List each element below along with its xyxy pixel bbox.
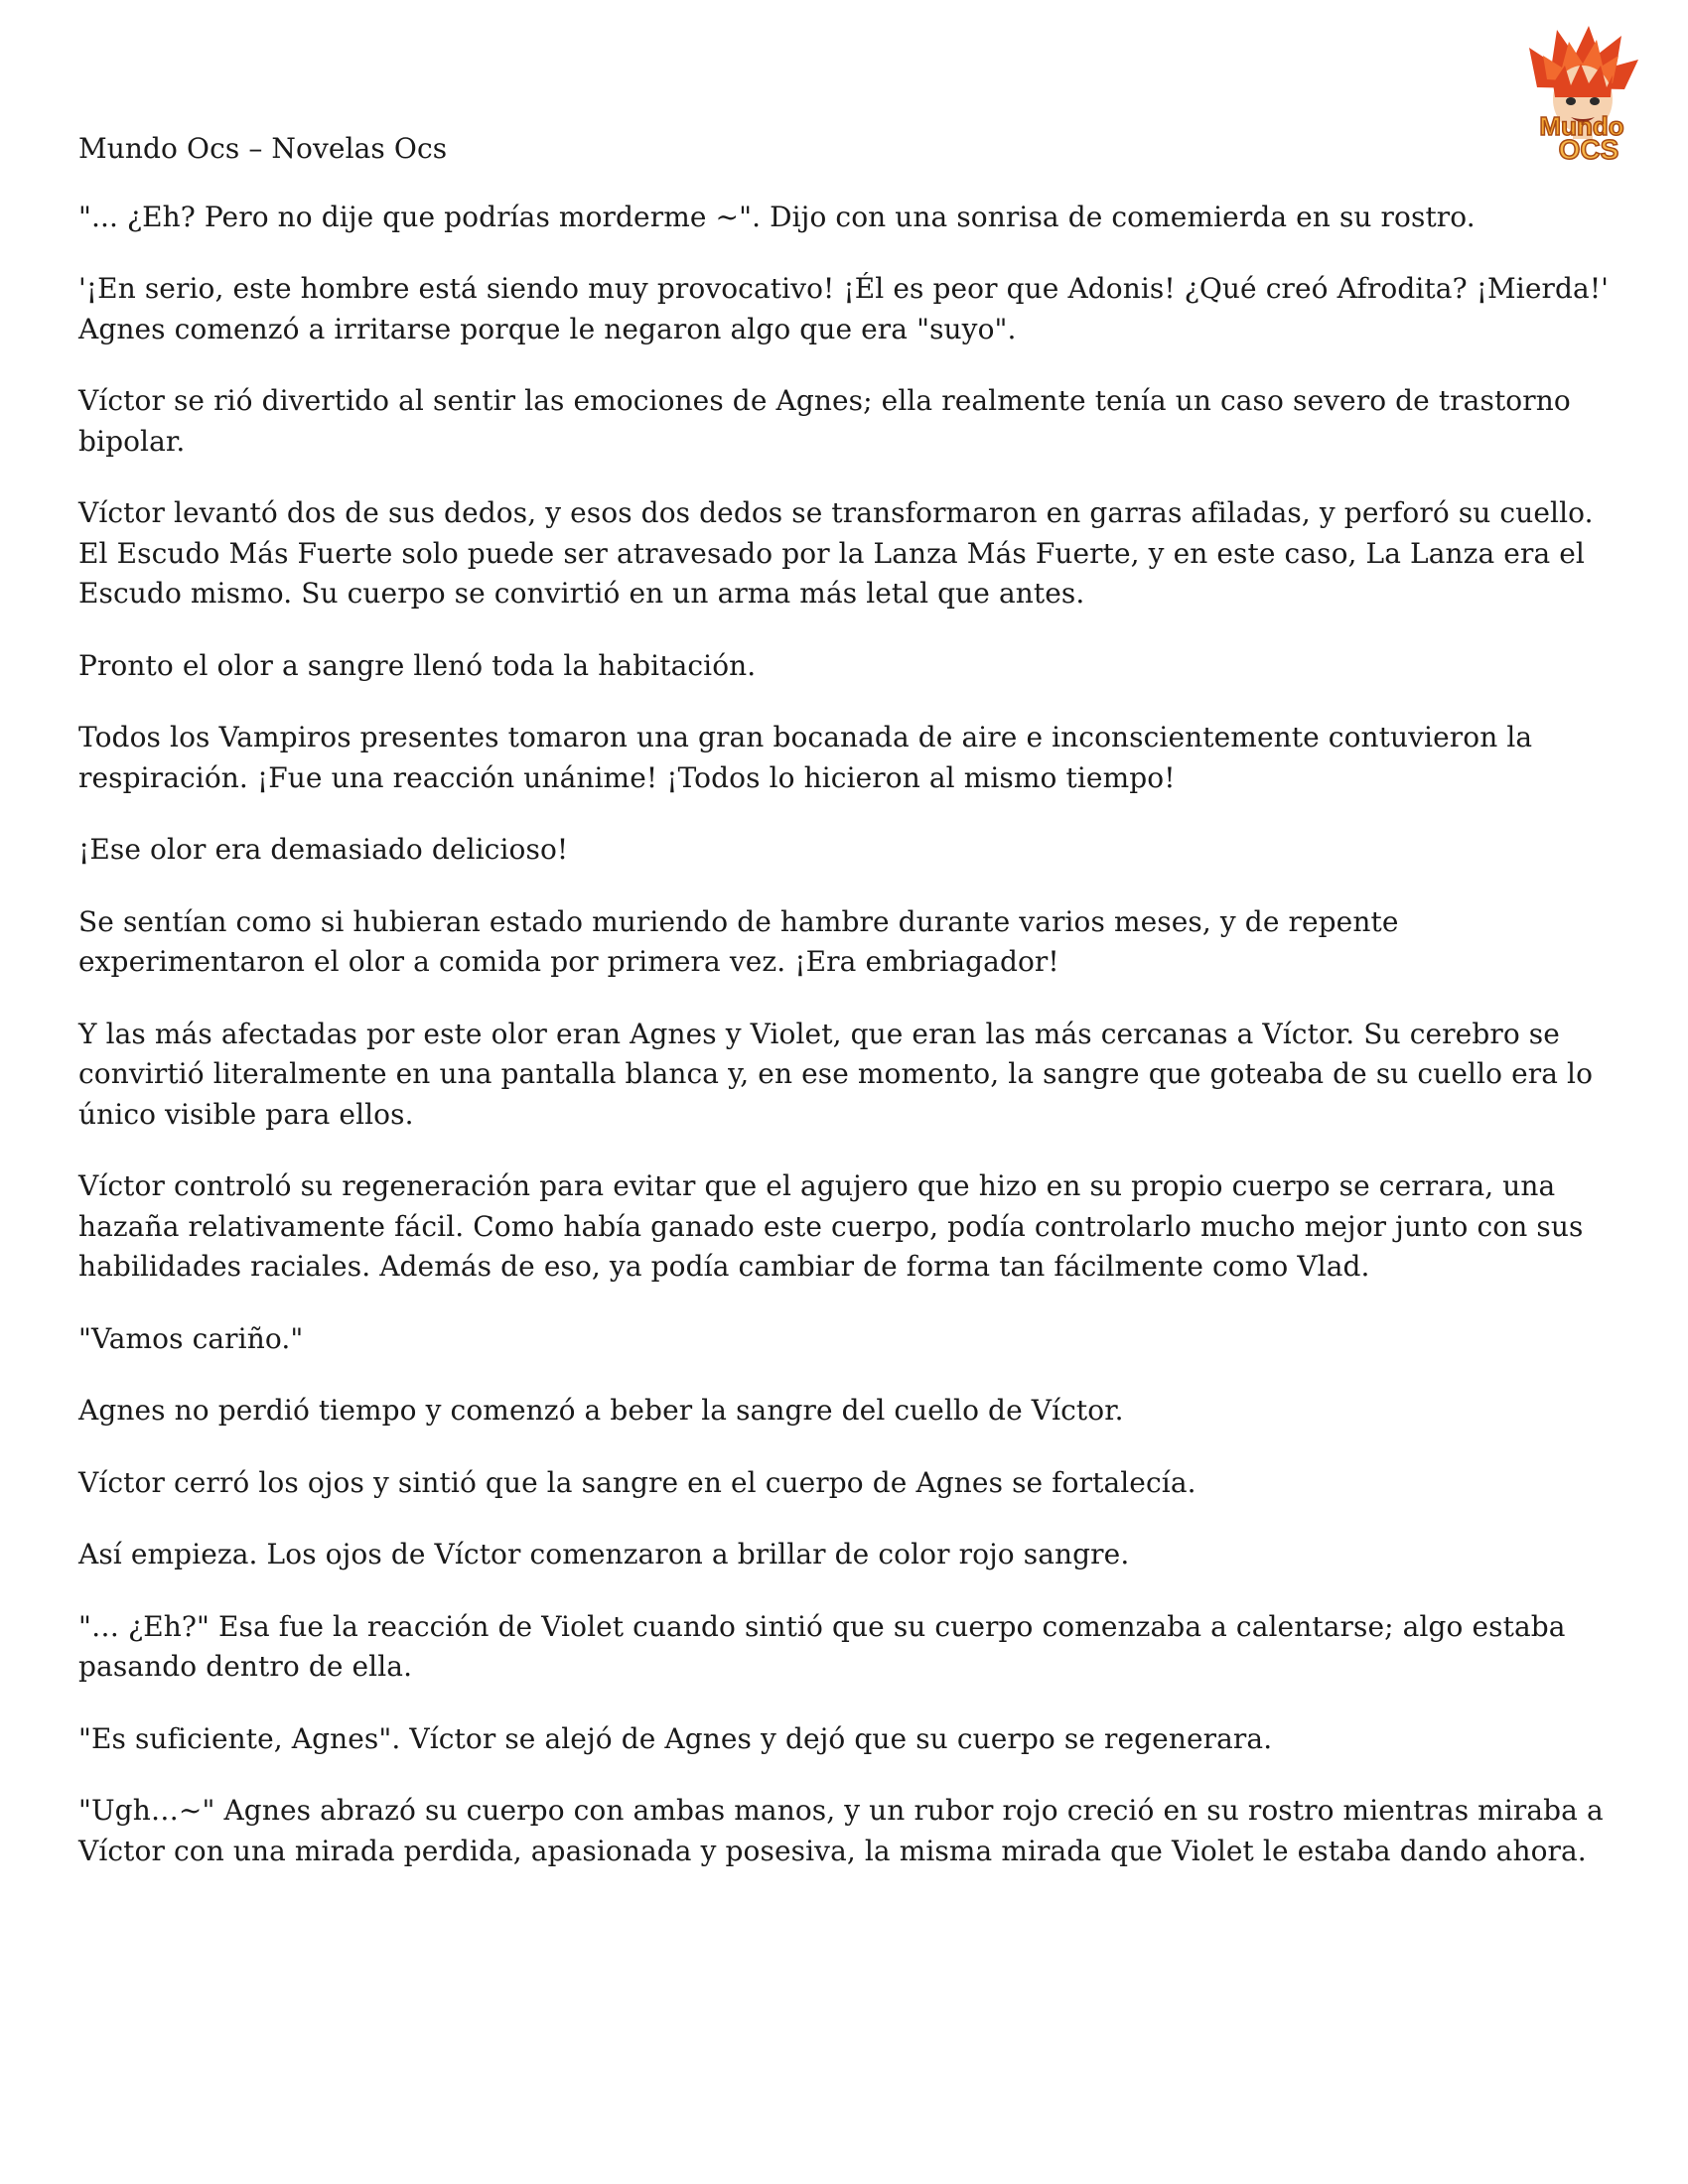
- paragraph: '¡En serio, este hombre está siendo muy provocativo! ¡Él es peor que Adonis! ¿Qué creó Afrodita? ¡Mierda!' Agnes comenzó a irritarse porque le negaron algo que era "suyo".: [78, 272, 1609, 345]
- document-body: [78, 129, 1627, 1903]
- paragraph: "Vamos cariño.": [78, 1321, 304, 1355]
- paragraph: ¡Ese olor era demasiado delicioso!: [78, 833, 569, 866]
- paragraph: Y las más afectadas por este olor eran Agnes y Violet, que eran las más cercanas a Víctor. Su cerebro se convirtió literalmente en una pantalla blanca y, en ese momento, la sangre que goteaba de su cuello era lo único visible para ellos.: [78, 1017, 1594, 1131]
- logo-text-mundo: Mundo: [1539, 111, 1624, 141]
- paragraph: "Es suficiente, Agnes". Víctor se alejó de Agnes y dejó que su cuerpo se regenerara.: [78, 1721, 1273, 1755]
- paragraph: Todos los Vampiros presentes tomaron una gran bocanada de aire e inconscientemente contuvieron la respiración. ¡Fue una reacción unánime! ¡Todos lo hicieron al mismo tiempo!: [78, 721, 1533, 794]
- paragraph: "... ¿Eh? Pero no dije que podrías morderme ~". Dijo con una sonrisa de comemierda en su rostro.: [78, 200, 1476, 233]
- paragraph: Se sentían como si hubieran estado muriendo de hambre durante varios meses, y de repente experimentaron el olor a comida por primera vez. ¡Era embriagador!: [78, 904, 1399, 978]
- paragraph: Víctor cerró los ojos y sintió que la sangre en el cuerpo de Agnes se fortalecía.: [78, 1465, 1196, 1499]
- paragraph: Víctor controló su regeneración para evitar que el agujero que hizo en su propio cuerpo se cerrara, una hazaña relativamente fácil. Como había ganado este cuerpo, podía controlarlo mucho mejor junto con sus habilidades raciales. Además de eso, ya podía cambiar de forma tan fácilmente como Vlad.: [78, 1169, 1584, 1283]
- paragraph: "… ¿Eh?" Esa fue la reacción de Violet cuando sintió que su cuerpo comenzaba a calentarse; algo estaba pasando dentro de ella.: [78, 1609, 1566, 1683]
- paragraph: "Ugh…~" Agnes abrazó su cuerpo con ambas manos, y un rubor rojo creció en su rostro mientras miraba a Víctor con una mirada perdida, apasionada y posesiva, la misma mirada que Violet le estaba dando ahora.: [78, 1794, 1604, 1867]
- document-header: Mundo Ocs – Novelas Ocs: [78, 132, 448, 165]
- logo-text-ocs: OCS: [1558, 134, 1619, 165]
- paragraph: Agnes no perdió tiempo y comenzó a beber la sangre del cuello de Víctor.: [78, 1394, 1124, 1427]
- paragraph: Así empieza. Los ojos de Víctor comenzaron a brillar de color rojo sangre.: [78, 1538, 1130, 1570]
- paragraph: Víctor levantó dos de sus dedos, y esos dos dedos se transformaron en garras afiladas, y perforó su cuello. El Escudo Más Fuerte solo puede ser atravesado por la Lanza Más Fuerte, y en este caso, La Lanza era el Escudo mismo. Su cuerpo se convirtió en un arma más letal que antes.: [78, 496, 1594, 610]
- paragraph: Pronto el olor a sangre llenó toda la habitación.: [78, 648, 757, 682]
- paragraph-list: [78, 198, 1627, 1872]
- paragraph: Víctor se rió divertido al sentir las emociones de Agnes; ella realmente tenía un caso severo de trastorno bipolar.: [78, 384, 1571, 458]
